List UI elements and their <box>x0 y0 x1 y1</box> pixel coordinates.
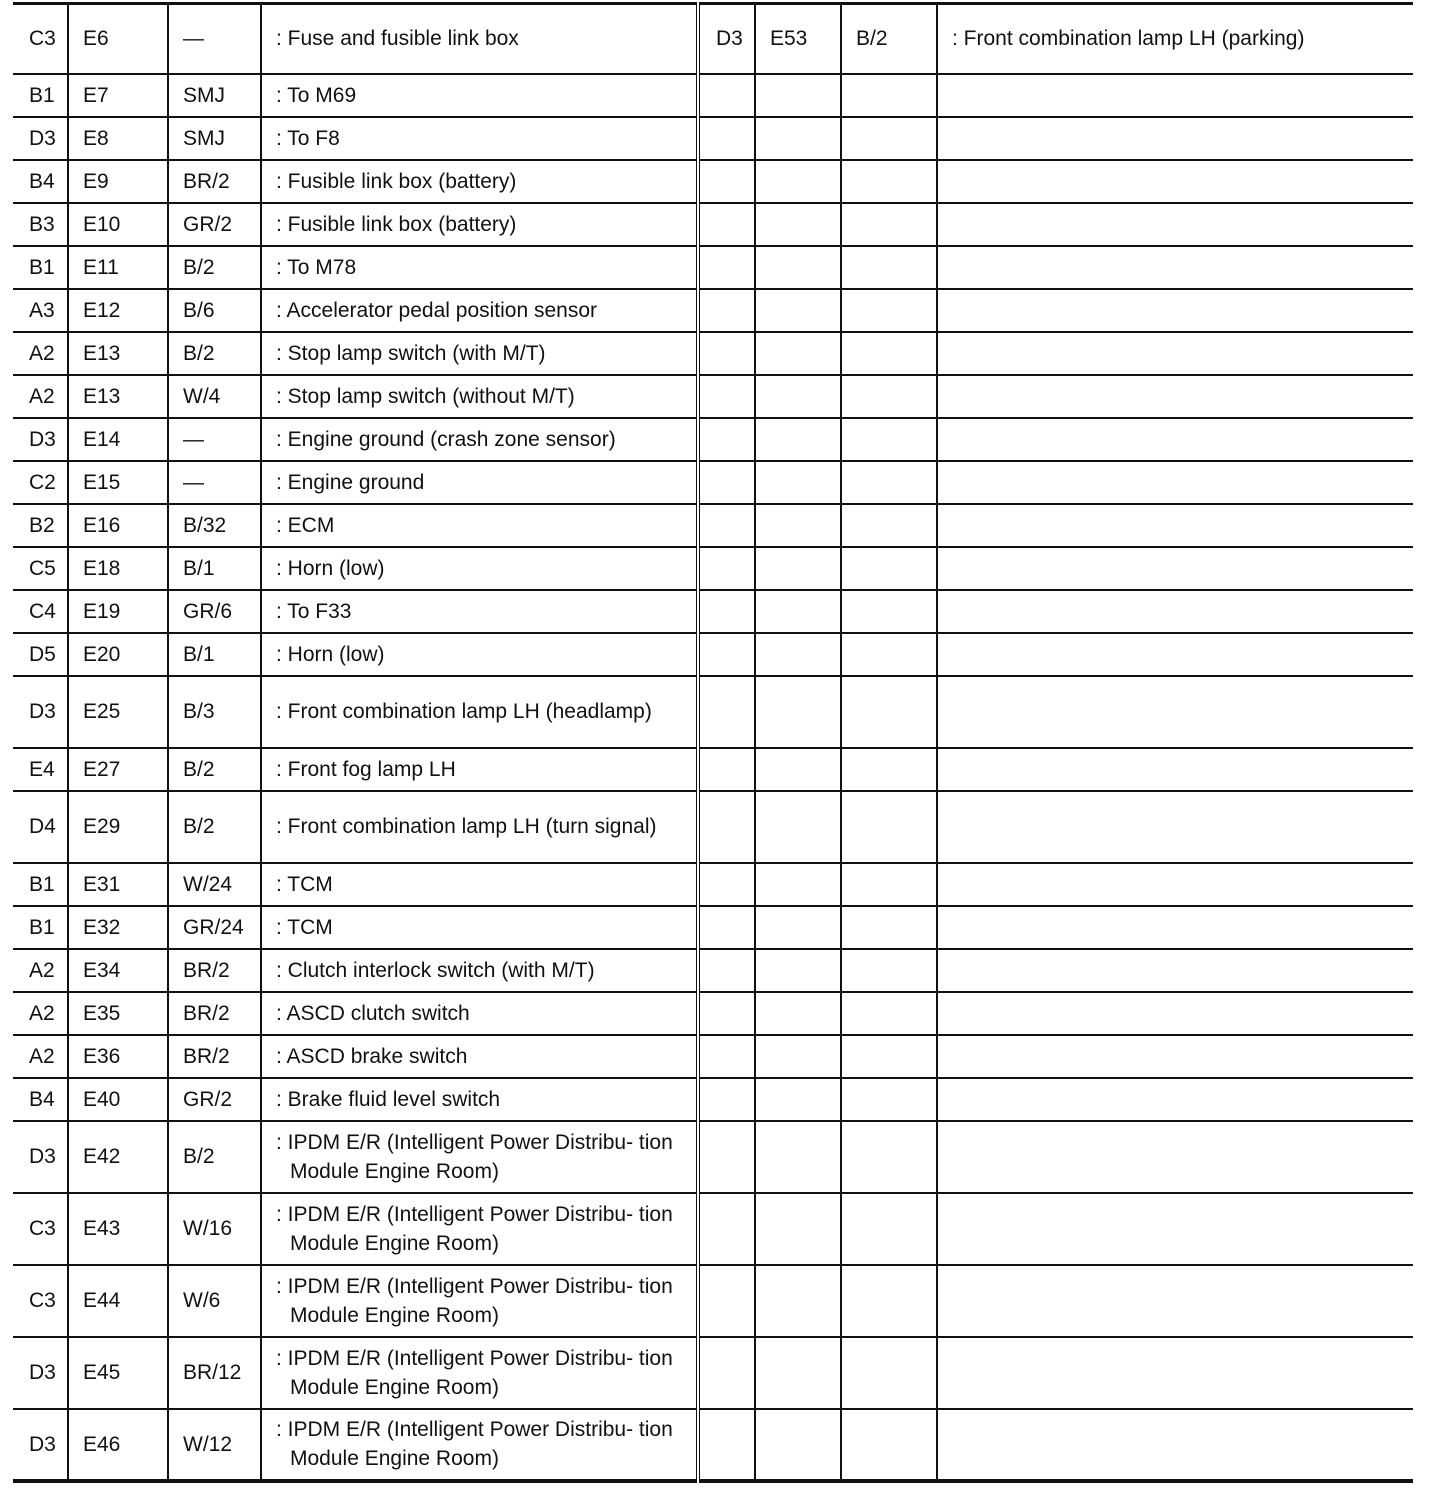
grid-ref-cell: B4 <box>13 160 68 203</box>
grid-ref-cell: B4 <box>13 1078 68 1121</box>
description-cell <box>261 461 698 504</box>
connector-type-cell-right <box>841 461 937 504</box>
connector-type-cell-right <box>841 1337 937 1409</box>
description-cell-right <box>937 332 1413 375</box>
description-cell-right <box>937 1121 1413 1193</box>
grid-ref-cell-right <box>698 74 755 117</box>
connector-type-cell-right <box>841 117 937 160</box>
grid-ref-cell: D3 <box>13 117 68 160</box>
table-row <box>13 160 1413 203</box>
connector-number-cell-right: E53 <box>755 4 841 74</box>
description-cell-right-text: : Front combination lamp LH (parking) <box>952 27 1305 51</box>
description-cell-right <box>937 863 1413 906</box>
connector-type-cell-right <box>841 246 937 289</box>
description-cell-right <box>937 1409 1413 1481</box>
connector-number-cell-right <box>755 547 841 590</box>
description-cell-right <box>937 160 1413 203</box>
grid-ref-cell-right <box>698 246 755 289</box>
description-cell <box>261 1409 698 1481</box>
description-cell-text: : IPDM E/R (Intelligent Power Distribu- tion Module Engine Room) <box>276 1130 673 1183</box>
connector-number-cell-right <box>755 1193 841 1265</box>
grid-ref-cell-right <box>698 748 755 791</box>
connector-number-cell: E34 <box>68 949 168 992</box>
connector-type-cell: GR/24 <box>168 906 261 949</box>
grid-ref-cell-right <box>698 633 755 676</box>
description-cell-text: : TCM <box>276 915 333 939</box>
connector-number-cell: E6 <box>68 4 168 74</box>
connector-type-cell-right <box>841 504 937 547</box>
connector-type-cell: BR/2 <box>168 949 261 992</box>
connector-type-cell: GR/2 <box>168 1078 261 1121</box>
table-row <box>13 748 1413 791</box>
grid-ref-cell-right <box>698 1265 755 1337</box>
description-cell-right <box>937 992 1413 1035</box>
description-cell-right <box>937 461 1413 504</box>
description-cell <box>261 203 698 246</box>
table-row <box>13 863 1413 906</box>
connector-type-cell: W/24 <box>168 863 261 906</box>
description-cell-right <box>937 1193 1413 1265</box>
connector-type-cell: B/2 <box>168 1121 261 1193</box>
connector-type-cell-right <box>841 1035 937 1078</box>
connector-type-cell: B/2 <box>168 246 261 289</box>
table-row <box>13 1265 1413 1337</box>
connector-type-cell-right <box>841 1409 937 1481</box>
connector-number-cell: E7 <box>68 74 168 117</box>
connector-type-cell-right <box>841 375 937 418</box>
connector-type-cell-right <box>841 332 937 375</box>
table-row <box>13 1035 1413 1078</box>
grid-ref-cell: C3 <box>13 4 68 74</box>
connector-type-cell-right <box>841 289 937 332</box>
description-cell-text: : Accelerator pedal position sensor <box>276 298 598 322</box>
grid-ref-cell: D3 <box>13 1337 68 1409</box>
description-cell-right <box>937 203 1413 246</box>
connector-number-cell: E8 <box>68 117 168 160</box>
connector-number-cell-right <box>755 1121 841 1193</box>
grid-ref-cell: A2 <box>13 1035 68 1078</box>
table-row <box>13 1078 1413 1121</box>
connector-type-cell: B/2 <box>168 791 261 863</box>
connector-number-cell-right <box>755 160 841 203</box>
grid-ref-cell: A2 <box>13 332 68 375</box>
grid-ref-cell-right <box>698 590 755 633</box>
table-row <box>13 4 1413 74</box>
description-cell <box>261 1035 698 1078</box>
connector-type-cell-right <box>841 1078 937 1121</box>
connector-type-cell-right <box>841 863 937 906</box>
grid-ref-cell-right <box>698 418 755 461</box>
description-cell-text: : To M78 <box>276 255 357 279</box>
table-row <box>13 375 1413 418</box>
description-cell <box>261 906 698 949</box>
connector-number-cell-right <box>755 289 841 332</box>
grid-ref-cell-right <box>698 1035 755 1078</box>
table-row <box>13 791 1413 863</box>
description-cell-right <box>937 906 1413 949</box>
description-cell-right <box>937 289 1413 332</box>
description-cell <box>261 504 698 547</box>
table-row <box>13 1337 1413 1409</box>
connector-number-cell: E11 <box>68 246 168 289</box>
grid-ref-cell-right <box>698 547 755 590</box>
grid-ref-cell-right <box>698 992 755 1035</box>
grid-ref-cell: D3 <box>13 676 68 748</box>
description-cell-text: : Brake fluid level switch <box>276 1087 501 1111</box>
description-cell <box>261 246 698 289</box>
grid-ref-cell-right <box>698 375 755 418</box>
connector-type-cell: SMJ <box>168 74 261 117</box>
grid-ref-cell-right <box>698 676 755 748</box>
connector-number-cell: E42 <box>68 1121 168 1193</box>
connector-number-cell-right <box>755 375 841 418</box>
description-cell-right <box>937 246 1413 289</box>
connector-number-cell: E31 <box>68 863 168 906</box>
table-row <box>13 246 1413 289</box>
connector-list-page <box>13 2 1413 1483</box>
connector-number-cell-right <box>755 1265 841 1337</box>
description-cell-right <box>937 633 1413 676</box>
description-cell <box>261 289 698 332</box>
connector-number-cell: E35 <box>68 992 168 1035</box>
description-cell-text: : IPDM E/R (Intelligent Power Distribu- tion Module Engine Room) <box>276 1202 673 1255</box>
connector-type-cell: B/6 <box>168 289 261 332</box>
grid-ref-cell-right: D3 <box>698 4 755 74</box>
connector-type-cell: W/6 <box>168 1265 261 1337</box>
connector-type-cell-right <box>841 418 937 461</box>
description-cell-right <box>937 375 1413 418</box>
description-cell-text: : TCM <box>276 872 333 896</box>
connector-type-cell: B/1 <box>168 633 261 676</box>
table-row <box>13 590 1413 633</box>
description-cell <box>261 1078 698 1121</box>
table-row <box>13 1193 1413 1265</box>
connector-number-cell-right <box>755 117 841 160</box>
description-cell-text: : Horn (low) <box>276 642 385 666</box>
description-cell <box>261 418 698 461</box>
grid-ref-cell-right <box>698 203 755 246</box>
description-cell-right <box>937 949 1413 992</box>
grid-ref-cell: C2 <box>13 461 68 504</box>
description-cell-text: : ASCD clutch switch <box>276 1001 470 1025</box>
connector-number-cell: E45 <box>68 1337 168 1409</box>
grid-ref-cell: D3 <box>13 418 68 461</box>
connector-type-cell: GR/2 <box>168 203 261 246</box>
grid-ref-cell-right <box>698 117 755 160</box>
description-cell-right <box>937 418 1413 461</box>
grid-ref-cell: C3 <box>13 1265 68 1337</box>
description-cell-text: : To F8 <box>276 126 340 150</box>
description-cell <box>261 375 698 418</box>
connector-type-cell-right <box>841 74 937 117</box>
grid-ref-cell: C5 <box>13 547 68 590</box>
table-row <box>13 117 1413 160</box>
grid-ref-cell: D4 <box>13 791 68 863</box>
description-cell-text: : Clutch interlock switch (with M/T) <box>276 958 595 982</box>
connector-number-cell: E9 <box>68 160 168 203</box>
table-row <box>13 504 1413 547</box>
description-cell-text: : Fusible link box (battery) <box>276 169 517 193</box>
table-row <box>13 1409 1413 1481</box>
description-cell-text: : To M69 <box>276 83 357 107</box>
description-cell-text: : Front combination lamp LH (headlamp) <box>276 700 652 723</box>
connector-number-cell: E44 <box>68 1265 168 1337</box>
connector-type-cell: BR/2 <box>168 1035 261 1078</box>
connector-number-cell-right <box>755 461 841 504</box>
table-row <box>13 461 1413 504</box>
grid-ref-cell: A2 <box>13 375 68 418</box>
description-cell <box>261 4 698 74</box>
description-cell-right <box>937 4 1413 74</box>
description-cell-text: : Front fog lamp LH <box>276 757 456 781</box>
grid-ref-cell: B1 <box>13 246 68 289</box>
table-row <box>13 547 1413 590</box>
description-cell-right <box>937 748 1413 791</box>
connector-number-cell: E14 <box>68 418 168 461</box>
connector-type-cell: — <box>168 4 261 74</box>
connector-number-cell: E43 <box>68 1193 168 1265</box>
description-cell <box>261 117 698 160</box>
table-row <box>13 418 1413 461</box>
connector-type-cell-right <box>841 1265 937 1337</box>
description-cell <box>261 676 698 748</box>
connector-number-cell-right <box>755 203 841 246</box>
connector-type-cell: SMJ <box>168 117 261 160</box>
connector-type-cell: W/16 <box>168 1193 261 1265</box>
table-row <box>13 289 1413 332</box>
connector-number-cell: E10 <box>68 203 168 246</box>
table-row <box>13 74 1413 117</box>
connector-number-cell-right <box>755 992 841 1035</box>
description-cell-right <box>937 547 1413 590</box>
description-cell-text: : Front combination lamp LH (turn signal) <box>276 815 657 838</box>
connector-type-cell-right <box>841 633 937 676</box>
connector-type-cell: — <box>168 418 261 461</box>
connector-type-cell: B/32 <box>168 504 261 547</box>
connector-type-cell-right <box>841 748 937 791</box>
description-cell-right <box>937 1078 1413 1121</box>
description-cell-right <box>937 504 1413 547</box>
grid-ref-cell-right <box>698 461 755 504</box>
description-cell-right <box>937 117 1413 160</box>
description-cell-right <box>937 1337 1413 1409</box>
description-cell-text: : To F33 <box>276 599 352 623</box>
connector-number-cell-right <box>755 74 841 117</box>
connector-type-cell: B/3 <box>168 676 261 748</box>
description-cell-text: : IPDM E/R (Intelligent Power Distribu- tion Module Engine Room) <box>276 1418 673 1470</box>
connector-type-cell-right <box>841 1121 937 1193</box>
description-cell <box>261 992 698 1035</box>
description-cell <box>261 332 698 375</box>
grid-ref-cell: C3 <box>13 1193 68 1265</box>
description-cell <box>261 748 698 791</box>
connector-type-cell: GR/6 <box>168 590 261 633</box>
grid-ref-cell: A2 <box>13 992 68 1035</box>
grid-ref-cell-right <box>698 160 755 203</box>
table-row <box>13 949 1413 992</box>
connector-number-cell-right <box>755 590 841 633</box>
connector-type-cell-right <box>841 676 937 748</box>
connector-type-cell: B/1 <box>168 547 261 590</box>
grid-ref-cell: D5 <box>13 633 68 676</box>
connector-type-cell-right <box>841 992 937 1035</box>
grid-ref-cell: D3 <box>13 1409 68 1481</box>
connector-type-cell-right: B/2 <box>841 4 937 74</box>
connector-number-cell-right <box>755 1409 841 1481</box>
grid-ref-cell-right <box>698 1337 755 1409</box>
table-row <box>13 203 1413 246</box>
connector-type-cell: BR/2 <box>168 160 261 203</box>
description-cell-right <box>937 1035 1413 1078</box>
connector-number-cell: E13 <box>68 332 168 375</box>
grid-ref-cell-right <box>698 949 755 992</box>
connector-number-cell-right <box>755 949 841 992</box>
description-cell-text: : ASCD brake switch <box>276 1044 468 1068</box>
grid-ref-cell-right <box>698 289 755 332</box>
connector-number-cell-right <box>755 504 841 547</box>
description-cell-text: : Horn (low) <box>276 556 385 580</box>
description-cell <box>261 1337 698 1409</box>
description-cell <box>261 949 698 992</box>
grid-ref-cell: B1 <box>13 906 68 949</box>
description-cell-text: : IPDM E/R (Intelligent Power Distribu- tion Module Engine Room) <box>276 1346 673 1399</box>
connector-type-cell: BR/12 <box>168 1337 261 1409</box>
description-cell-right <box>937 74 1413 117</box>
description-cell-right <box>937 1265 1413 1337</box>
description-cell-text: : Fusible link box (battery) <box>276 212 517 236</box>
grid-ref-cell: C4 <box>13 590 68 633</box>
connector-number-cell-right <box>755 863 841 906</box>
grid-ref-cell: D3 <box>13 1121 68 1193</box>
connector-number-cell-right <box>755 791 841 863</box>
grid-ref-cell-right <box>698 332 755 375</box>
grid-ref-cell-right <box>698 1193 755 1265</box>
connector-number-cell: E27 <box>68 748 168 791</box>
connector-number-cell: E13 <box>68 375 168 418</box>
description-cell-right <box>937 590 1413 633</box>
description-cell-text: : Engine ground <box>276 470 425 494</box>
connector-number-cell: E18 <box>68 547 168 590</box>
connector-number-cell: E29 <box>68 791 168 863</box>
connector-number-cell-right <box>755 1035 841 1078</box>
connector-type-cell: — <box>168 461 261 504</box>
connector-type-cell: W/4 <box>168 375 261 418</box>
grid-ref-cell-right <box>698 1409 755 1481</box>
description-cell-text: : Stop lamp switch (without M/T) <box>276 384 575 408</box>
table-row <box>13 633 1413 676</box>
description-cell-text: : ECM <box>276 513 335 537</box>
description-cell <box>261 590 698 633</box>
description-cell <box>261 1121 698 1193</box>
grid-ref-cell-right <box>698 1121 755 1193</box>
table-row <box>13 1121 1413 1193</box>
grid-ref-cell-right <box>698 791 755 863</box>
grid-ref-cell: B1 <box>13 74 68 117</box>
grid-ref-cell: E4 <box>13 748 68 791</box>
connector-number-cell-right <box>755 1337 841 1409</box>
table-row <box>13 332 1413 375</box>
connector-number-cell-right <box>755 418 841 461</box>
connector-type-cell-right <box>841 547 937 590</box>
grid-ref-cell: A3 <box>13 289 68 332</box>
connector-number-cell: E20 <box>68 633 168 676</box>
grid-ref-cell: A2 <box>13 949 68 992</box>
description-cell <box>261 1193 698 1265</box>
grid-ref-cell: B3 <box>13 203 68 246</box>
table-row <box>13 676 1413 748</box>
description-cell-text: : IPDM E/R (Intelligent Power Distribu- tion Module Engine Room) <box>276 1274 673 1327</box>
description-cell <box>261 547 698 590</box>
description-cell <box>261 160 698 203</box>
grid-ref-cell: B2 <box>13 504 68 547</box>
connector-type-cell: W/12 <box>168 1409 261 1481</box>
connector-type-cell-right <box>841 1193 937 1265</box>
connector-number-cell-right <box>755 676 841 748</box>
connector-number-cell: E15 <box>68 461 168 504</box>
connector-type-cell-right <box>841 791 937 863</box>
connector-number-cell-right <box>755 246 841 289</box>
connector-type-cell-right <box>841 203 937 246</box>
connector-number-cell: E46 <box>68 1409 168 1481</box>
connector-number-cell-right <box>755 633 841 676</box>
grid-ref-cell-right <box>698 504 755 547</box>
grid-ref-cell-right <box>698 1078 755 1121</box>
connector-type-cell-right <box>841 949 937 992</box>
description-cell-right <box>937 676 1413 748</box>
connector-number-cell-right <box>755 1078 841 1121</box>
description-cell-text: : Fuse and fusible link box <box>276 27 519 51</box>
description-cell <box>261 74 698 117</box>
table-row <box>13 906 1413 949</box>
connector-type-cell-right <box>841 906 937 949</box>
connector-type-cell: B/2 <box>168 332 261 375</box>
grid-ref-cell-right <box>698 863 755 906</box>
connector-type-cell: BR/2 <box>168 992 261 1035</box>
grid-ref-cell-right <box>698 906 755 949</box>
connector-number-cell: E12 <box>68 289 168 332</box>
connector-number-cell-right <box>755 332 841 375</box>
connector-number-cell-right <box>755 906 841 949</box>
connector-type-cell-right <box>841 160 937 203</box>
description-cell-text: : Stop lamp switch (with M/T) <box>276 341 546 365</box>
connector-number-cell: E36 <box>68 1035 168 1078</box>
connector-table <box>13 2 1413 1483</box>
description-cell-text: : Engine ground (crash zone sensor) <box>276 427 616 451</box>
description-cell <box>261 1265 698 1337</box>
connector-number-cell: E40 <box>68 1078 168 1121</box>
description-cell <box>261 791 698 863</box>
grid-ref-cell: B1 <box>13 863 68 906</box>
connector-type-cell: B/2 <box>168 748 261 791</box>
description-cell-right <box>937 791 1413 863</box>
connector-number-cell: E32 <box>68 906 168 949</box>
connector-number-cell: E16 <box>68 504 168 547</box>
connector-type-cell-right <box>841 590 937 633</box>
connector-number-cell: E19 <box>68 590 168 633</box>
description-cell <box>261 633 698 676</box>
connector-number-cell: E25 <box>68 676 168 748</box>
table-row <box>13 992 1413 1035</box>
connector-number-cell-right <box>755 748 841 791</box>
description-cell <box>261 863 698 906</box>
